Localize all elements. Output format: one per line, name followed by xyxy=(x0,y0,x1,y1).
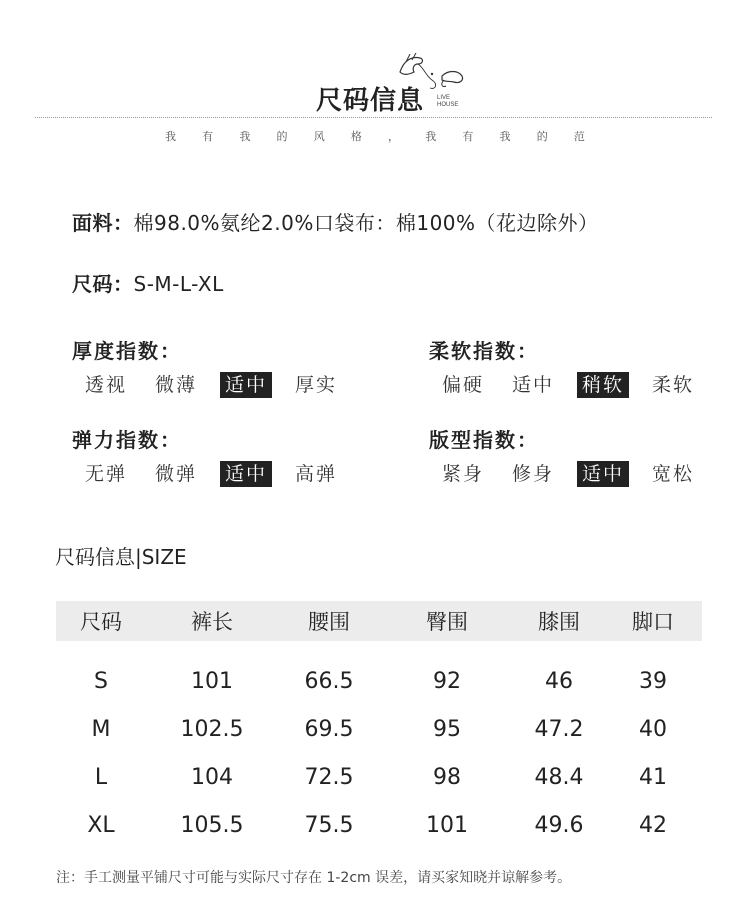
softness-option-selected xyxy=(577,372,647,398)
option-label: 高弹 xyxy=(295,463,338,485)
column-header: 臀围 xyxy=(380,601,514,641)
thickness-option xyxy=(290,372,360,398)
slogan-char: ， xyxy=(388,130,400,143)
logo-text: LIVE HOUSE xyxy=(437,95,459,108)
table-cell: 40 xyxy=(639,716,667,742)
elasticity-index xyxy=(72,424,360,487)
slogan-char: 的 xyxy=(276,130,288,143)
option-label: 偏硬 xyxy=(442,374,485,396)
size-table-heading: 尺码信息|SIZE xyxy=(55,545,187,569)
table-cell: 42 xyxy=(639,812,667,838)
column-header: 裤长 xyxy=(146,601,278,641)
thickness-option xyxy=(80,372,150,398)
fit-option xyxy=(647,461,717,487)
slogan-char: 我 xyxy=(499,130,511,143)
slogan-char: 格 xyxy=(350,130,362,143)
size-value: S-M-L-XL xyxy=(133,272,224,296)
slogan-char: 风 xyxy=(313,130,325,143)
slogan-char: 我 xyxy=(425,130,437,143)
option-label: 适中 xyxy=(220,372,272,398)
table-cell: 47.2 xyxy=(534,716,584,742)
option-label: 适中 xyxy=(512,374,555,396)
table-cell: 41 xyxy=(639,764,667,790)
size-info xyxy=(72,268,224,297)
slogan-char: 有 xyxy=(462,130,474,143)
thickness-option-selected xyxy=(220,372,290,398)
softness-option xyxy=(437,372,507,398)
table-cell: 95 xyxy=(433,716,461,742)
slogan-char: 的 xyxy=(536,130,548,143)
table-body xyxy=(56,641,702,849)
table-cell: 72.5 xyxy=(304,764,354,790)
option-label: 适中 xyxy=(220,461,272,487)
option-label: 稍软 xyxy=(577,372,629,398)
table-row xyxy=(56,705,702,753)
softness-index xyxy=(429,335,717,398)
slogan-char: 我 xyxy=(239,130,251,143)
fit-option xyxy=(507,461,577,487)
table-cell: 66.5 xyxy=(304,668,354,694)
column-header: 尺码 xyxy=(56,601,146,641)
fit-options xyxy=(437,461,717,487)
table-cell: XL xyxy=(87,812,115,838)
table-row xyxy=(56,641,702,705)
table-cell: 98 xyxy=(433,764,461,790)
softness-options xyxy=(437,372,717,398)
elasticity-options xyxy=(80,461,360,487)
size-table xyxy=(56,601,702,849)
option-label: 紧身 xyxy=(442,463,485,485)
table-row xyxy=(56,801,702,849)
elasticity-option-selected xyxy=(220,461,290,487)
table-cell: 48.4 xyxy=(534,764,584,790)
slogan-char: 我 xyxy=(165,130,176,143)
fabric-info xyxy=(72,207,599,236)
fabric-value: 棉98.0%氨纶2.0%口袋布：棉100%（花边除外） xyxy=(133,211,599,235)
option-label: 柔软 xyxy=(652,374,695,396)
softness-title: 柔软指数： xyxy=(429,339,539,363)
option-label: 厚实 xyxy=(295,374,338,396)
elasticity-option xyxy=(150,461,220,487)
table-cell: 105.5 xyxy=(180,812,244,838)
column-header: 脚口 xyxy=(604,601,702,641)
fit-index xyxy=(429,424,717,487)
thickness-index xyxy=(72,335,360,398)
table-cell: 49.6 xyxy=(534,812,584,838)
table-cell: 92 xyxy=(433,668,461,694)
size-label: 尺码： xyxy=(72,272,134,296)
elasticity-option xyxy=(290,461,360,487)
table-cell: 69.5 xyxy=(304,716,354,742)
slogan-char: 有 xyxy=(202,130,214,143)
softness-option xyxy=(647,372,717,398)
header xyxy=(0,0,750,150)
option-label: 适中 xyxy=(577,461,629,487)
option-label: 无弹 xyxy=(85,463,128,485)
option-label: 微弹 xyxy=(155,463,198,485)
elasticity-option xyxy=(80,461,150,487)
option-label: 微薄 xyxy=(155,374,198,396)
column-header: 膝围 xyxy=(514,601,604,641)
table-cell: 102.5 xyxy=(180,716,244,742)
measurement-note: 注：手工测量平铺尺寸可能与实际尺寸存在 1-2cm 误差，请买家知晓并谅解参考。 xyxy=(56,870,572,886)
page-title: 尺码信息 xyxy=(316,86,425,116)
table-cell: 101 xyxy=(426,812,468,838)
fit-option-selected xyxy=(577,461,647,487)
thickness-option xyxy=(150,372,220,398)
option-label: 透视 xyxy=(85,374,128,396)
table-cell: 39 xyxy=(639,668,667,694)
elasticity-title: 弹力指数： xyxy=(72,428,182,452)
softness-option xyxy=(507,372,577,398)
thickness-title: 厚度指数： xyxy=(72,339,182,363)
fit-option xyxy=(437,461,507,487)
table-cell: M xyxy=(91,716,111,742)
table-cell: S xyxy=(94,668,108,694)
table-cell: 46 xyxy=(545,668,573,694)
column-header: 腰围 xyxy=(278,601,380,641)
slogan xyxy=(165,128,585,144)
table-cell: 101 xyxy=(191,668,233,694)
option-label: 修身 xyxy=(512,463,555,485)
table-cell: 75.5 xyxy=(304,812,354,838)
option-label: 宽松 xyxy=(652,463,695,485)
table-header-row xyxy=(56,601,702,641)
fabric-label: 面料： xyxy=(72,211,134,235)
fit-title: 版型指数： xyxy=(429,428,539,452)
table-cell: 104 xyxy=(191,764,233,790)
thickness-options xyxy=(80,372,360,398)
table-cell: L xyxy=(94,764,108,790)
slogan-char: 范 xyxy=(573,130,585,143)
divider xyxy=(35,117,712,118)
table-row xyxy=(56,753,702,801)
